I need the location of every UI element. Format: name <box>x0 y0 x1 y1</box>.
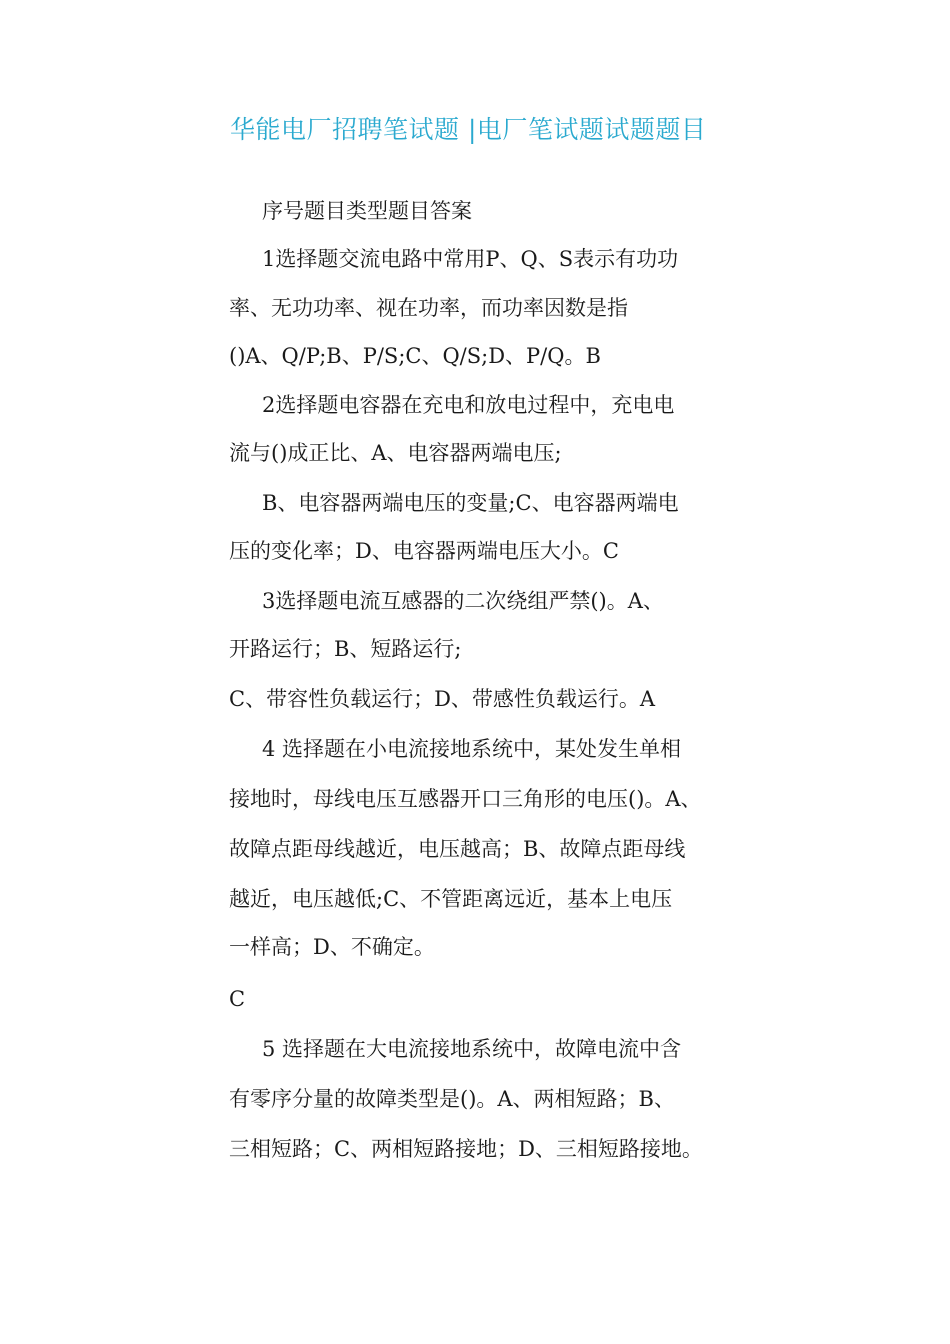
text-line: 三相短路；C、两相短路接地；D、三相短路接地。 <box>229 1137 703 1161</box>
text-line: 有零序分量的故障类型是()。A、两相短路；B、 <box>229 1087 675 1111</box>
text-line: C <box>229 987 246 1011</box>
text-line: 接地时，母线电压互感器开口三角形的电压()。A、 <box>229 787 702 811</box>
text-line: 1选择题交流电路中常用P、Q、S表示有功功 <box>262 247 679 271</box>
text-line: 故障点距母线越近，电压越高；B、故障点距母线 <box>229 837 686 861</box>
document-title: 华能电厂招聘笔试题 |电厂笔试题试题题目 <box>230 115 707 144</box>
text-line: 一样高；D、不确定。 <box>229 935 435 959</box>
text-line: C、带容性负载运行；D、带感性负载运行。A <box>229 687 656 711</box>
text-line: ()A、Q/P;B、P/S;C、Q/S;D、P/Q。B <box>229 344 601 368</box>
text-line: 2选择题电容器在充电和放电过程中，充电电 <box>262 393 675 417</box>
text-line: 压的变化率；D、电容器两端电压大小。C <box>229 539 619 563</box>
text-line: 越近，电压越低;C、不管距离远近，基本上电压 <box>229 887 673 911</box>
text-line: 5 选择题在大电流接地系统中，故障电流中含 <box>262 1037 682 1061</box>
text-line: 开路运行；B、短路运行; <box>229 637 462 661</box>
text-line: 序号题目类型题目答案 <box>262 199 472 223</box>
text-line: 流与()成正比、A、电容器两端电压; <box>229 441 562 465</box>
text-line: 4 选择题在小电流接地系统中，某处发生单相 <box>262 737 682 761</box>
text-line: 3选择题电流互感器的二次绕组严禁()。A、 <box>262 589 664 613</box>
text-line: 率、无功功率、视在功率，而功率因数是指 <box>229 296 628 320</box>
text-line: B、电容器两端电压的变量;C、电容器两端电 <box>262 491 679 515</box>
